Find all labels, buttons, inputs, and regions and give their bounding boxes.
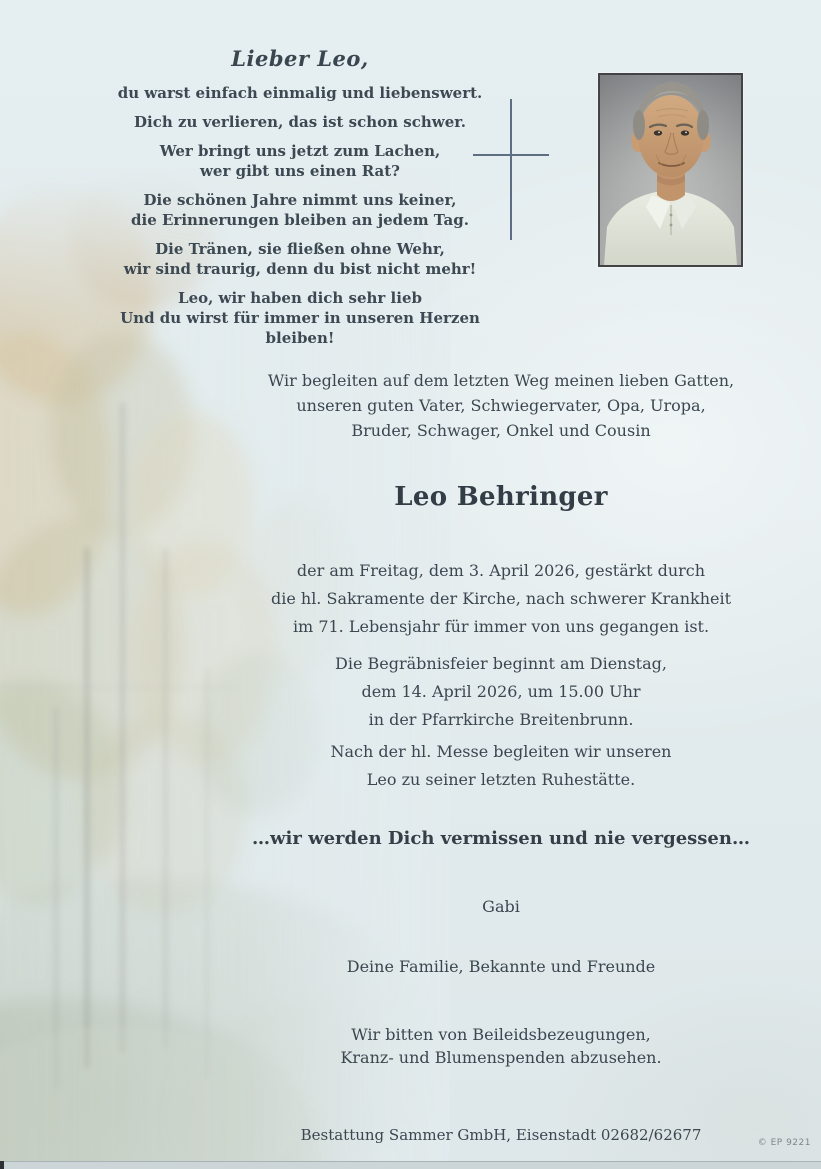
mourner-name: Gabi (482, 897, 520, 916)
family-line: Deine Familie, Bekannte und Freunde (346, 957, 656, 976)
portrait-photo (598, 73, 743, 267)
poem-stanza (88, 112, 512, 132)
deceased-name: Leo Behringer (394, 482, 608, 512)
poem-line: Wer bringt uns jetzt zum Lachen, (159, 142, 441, 160)
poem-title: Lieber Leo, (231, 46, 369, 71)
poem-line: Dich zu verlieren, das ist schon schwer. (134, 113, 466, 131)
poem-line: wir sind traurig, denn du bist nicht mehr! (123, 260, 477, 278)
funeral-line: Die Begräbnisfeier beginnt am Dienstag, (335, 654, 667, 673)
intro-line: Bruder, Schwager, Onkel und Cousin (351, 421, 651, 440)
passing-paragraph (181, 557, 821, 641)
poem-stanza (88, 190, 512, 230)
mass-line: Nach der hl. Messe begleiten wir unseren (330, 742, 672, 761)
funeral-line: in der Pfarrkirche Breitenbrunn. (368, 710, 634, 729)
passing-line: die hl. Sakramente der Kirche, nach schwerer Krankheit (270, 589, 732, 608)
farewell-line: …wir werden Dich vermissen und nie vergessen… (252, 828, 750, 849)
passing-line: im 71. Lebensjahr für immer von uns gegangen ist. (292, 617, 710, 636)
poem-stanza (88, 141, 512, 181)
intro-line: unseren guten Vater, Schwiegervater, Opa, Uropa, (296, 396, 706, 415)
poem-line: wer gibt uns einen Rat? (200, 162, 400, 180)
funeral-line: dem 14. April 2026, um 15.00 Uhr (361, 682, 641, 701)
cross-horizontal-bar (473, 154, 549, 156)
funeral-details-paragraph (181, 650, 821, 734)
cross-vertical-bar (510, 99, 512, 240)
condolence-request-paragraph (181, 1023, 821, 1069)
poem-line: Die Tränen, sie fließen ohne Wehr, (155, 240, 445, 258)
poem-line: Leo, wir haben dich sehr lieb (178, 289, 422, 307)
poem-stanza (88, 239, 512, 279)
print-code: © EP 9221 (757, 1138, 811, 1148)
memorial-poem (88, 46, 512, 357)
poem-line: die Erinnerungen bleiben an jedem Tag. (131, 211, 469, 229)
intro-paragraph (181, 368, 821, 443)
poem-line: Die schönen Jahre nimmt uns keiner, (143, 191, 457, 209)
scan-edge-strip (0, 1161, 821, 1169)
scan-corner-mark (0, 1161, 4, 1169)
poem-line: Und du wirst für immer in unseren Herzen bleiben! (120, 309, 480, 347)
poem-line: du warst einfach einmalig und liebenswert. (117, 84, 483, 102)
request-line: Kranz- und Blumenspenden abzusehen. (340, 1048, 662, 1067)
undertaker-info: Bestattung Sammer GmbH, Eisenstadt 02682/62677 (300, 1126, 702, 1144)
poem-stanza (88, 288, 512, 348)
passing-line: der am Freitag, dem 3. April 2026, gestärkt durch (296, 561, 706, 580)
mass-paragraph (181, 738, 821, 794)
poem-stanza (88, 83, 512, 103)
intro-line: Wir begleiten auf dem letzten Weg meinen lieben Gatten, (267, 371, 735, 390)
request-line: Wir bitten von Beileidsbezeugungen, (351, 1025, 651, 1044)
mass-line: Leo zu seiner letzten Ruhestätte. (366, 770, 636, 789)
